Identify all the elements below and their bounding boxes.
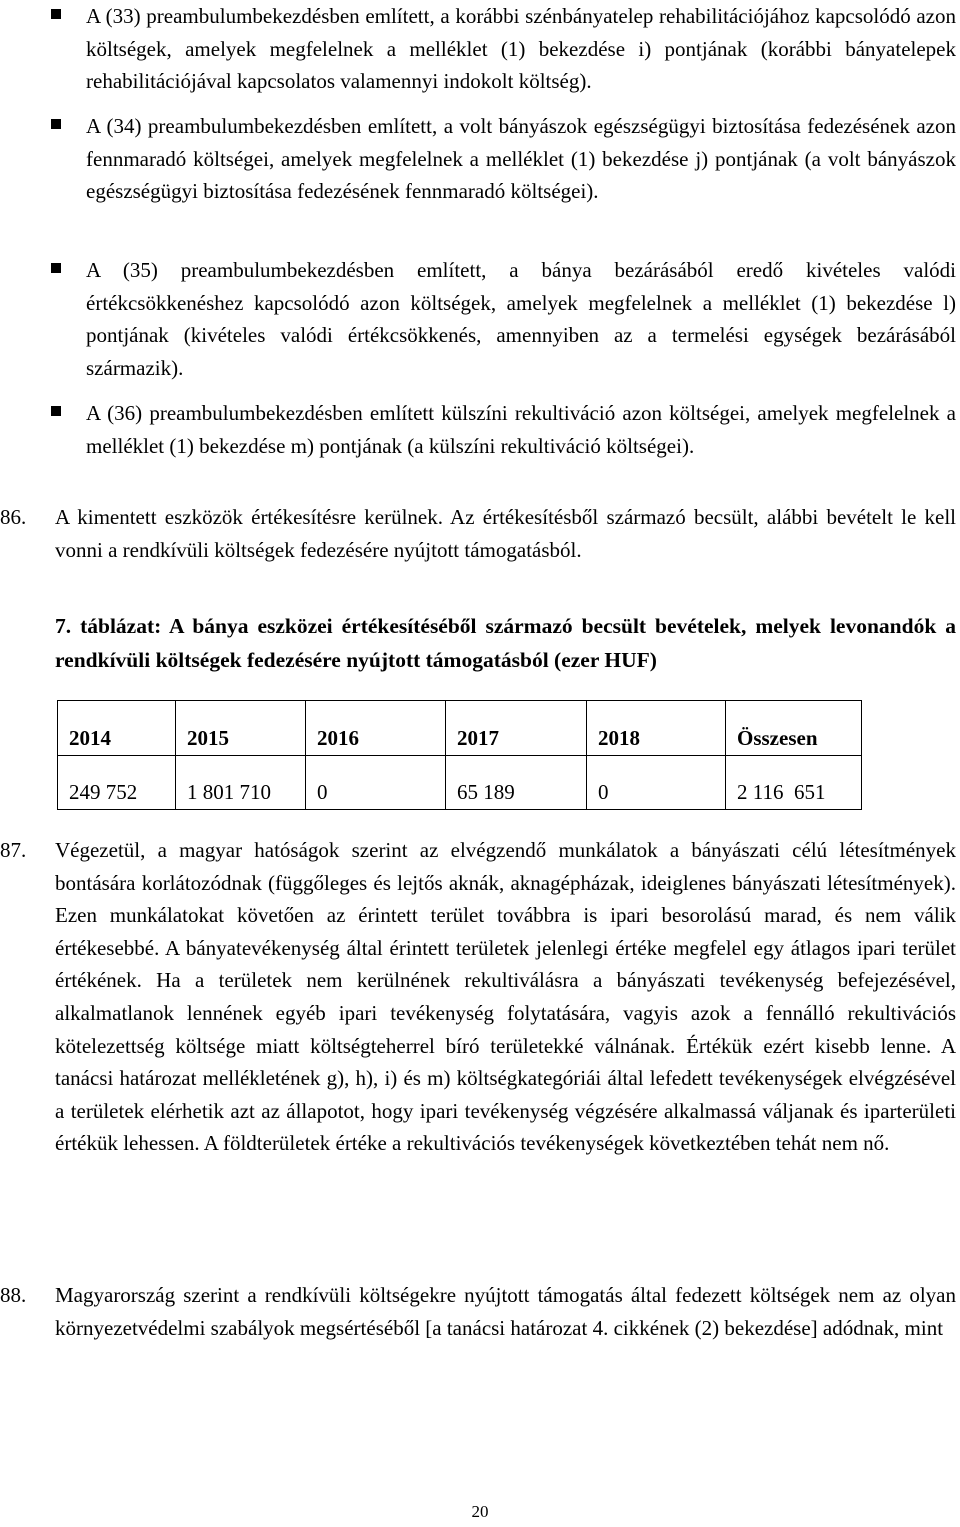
table-cell: 1 801 710 [176, 756, 306, 810]
table-header-cell: 2014 [58, 701, 176, 756]
bullet-item-34 [51, 110, 956, 208]
table-row [58, 756, 862, 810]
table-header-cell: 2016 [306, 701, 446, 756]
page-number: 20 [471, 1502, 489, 1521]
paragraph-number: 88. [0, 1283, 27, 1307]
table-header-cell: 2015 [176, 701, 306, 756]
paragraph-number: 87. [0, 838, 27, 862]
paragraph-86 [0, 501, 956, 566]
table-cell: 0 [306, 756, 446, 810]
paragraph-87 [0, 834, 956, 1160]
square-bullet-icon [51, 119, 61, 129]
bullet-text: A (36) preambulumbekezdésben említett külszíni rekultiváció azon költségei, amelyek megfelelnek a melléklet (1) bekezdése m) pontjának (a külszíni rekultiváció költségei). [86, 401, 956, 458]
bullet-text: A (33) preambulumbekezdésben említett, a korábbi szénbányatelep rehabilitációjához kapcsolódó azon költségek, amelyek megfelelnek a melléklet (1) bekezdése i) pontjának (korábbi bányatelepek rehabilitációjával kapcsolatos valamennyi indokolt költség). [86, 4, 956, 94]
bullet-item-33 [51, 0, 956, 98]
paragraph-text: A kimentett eszközök értékesítésre kerülnek. Az értékesítésből származó becsült, alábbi bevételt le kell vonni a rendkívüli költségek fedezésére nyújtott támogatásból. [55, 505, 956, 562]
paragraph-number: 86. [0, 505, 27, 529]
square-bullet-icon [51, 9, 61, 19]
paragraph-88 [0, 1279, 956, 1344]
paragraph-text: Magyarország szerint a rendkívüli költségekre nyújtott támogatás által fedezett költségek nem az olyan környezetvédelmi szabályok megsértéséből [a tanácsi határozat 4. cikkének (2) bekezdése] adódnak, mint [55, 1283, 956, 1340]
square-bullet-icon [51, 263, 61, 273]
bullet-text: A (34) preambulumbekezdésben említett, a volt bányászok egészségügyi biztosítása fedezésének azon fennmaradó költségei, amelyek megfelelnek a melléklet (1) bekezdése j) pontjának (a volt bányászok egészségügyi biztosítása fedezésének fennmaradó költségei). [86, 114, 956, 204]
bullet-text: A (35) preambulumbekezdésben említett, a bánya bezárásából eredő kivételes valódi értékcsökkenéshez kapcsolódó azon költségek, amelyek megfelelnek a melléklet (1) bekezdése l) pontjának (kivételes valódi értékcsökkenés, amennyiben az a termelési egységek bezárásából származik). [86, 258, 956, 380]
table-cell: 0 [587, 756, 726, 810]
square-bullet-icon [51, 406, 61, 416]
bullet-item-35 [51, 254, 956, 384]
table-header-cell: 2017 [446, 701, 587, 756]
revenue-table [57, 700, 862, 810]
bullet-item-36 [51, 397, 956, 462]
table-caption: 7. táblázat: A bánya eszközei értékesítéséből származó becsült bevételek, melyek levonandók a rendkívüli költségek fedezésére nyújtott támogatásból (ezer HUF) [55, 614, 956, 672]
table-cell: 2 116 651 [726, 756, 862, 810]
table-cell: 65 189 [446, 756, 587, 810]
table-header-row [58, 701, 862, 756]
paragraph-text: Végezetül, a magyar hatóságok szerint az elvégzendő munkálatok a bányászati célú létesítmények bontására korlátozódnak (függőleges és lejtős aknák, aknagépházak, ideiglenes bányászati létesítmények). Ezen munkálatokat követően az érintett terület továbbra is ipari besorolású marad, és nem válik értékesebbé. A bányatevékenység által érintett területek jelenlegi értéke megfelel egy átlagos ipari terület értékének. Ha a területek nem kerülnének rekultiválásra a bányászati tevékenység befejezésével, alkalmatlanok lennének egyéb ipari tevékenység folytatására, vagyis azok a fennálló rekultivációs kötelezettség költsége miatt költségteherrel bíró területekké válnának. Értékük ezért kisebb lenne. A tanácsi határozat mellékletének g), h), i) és m) költségkategóriái által lefedett tevékenységek elvégzésével a területek elérhetik azt az állapotot, hogy ipari tevékenység végzésére alkalmassá váljanak és iparterületi értékük lehessen. A földterületek értéke a rekultivációs tevékenységek következtében tehát nem nő. [55, 838, 956, 1156]
table-header-cell: 2018 [587, 701, 726, 756]
table-header-cell: Összesen [726, 701, 862, 756]
table-cell: 249 752 [58, 756, 176, 810]
